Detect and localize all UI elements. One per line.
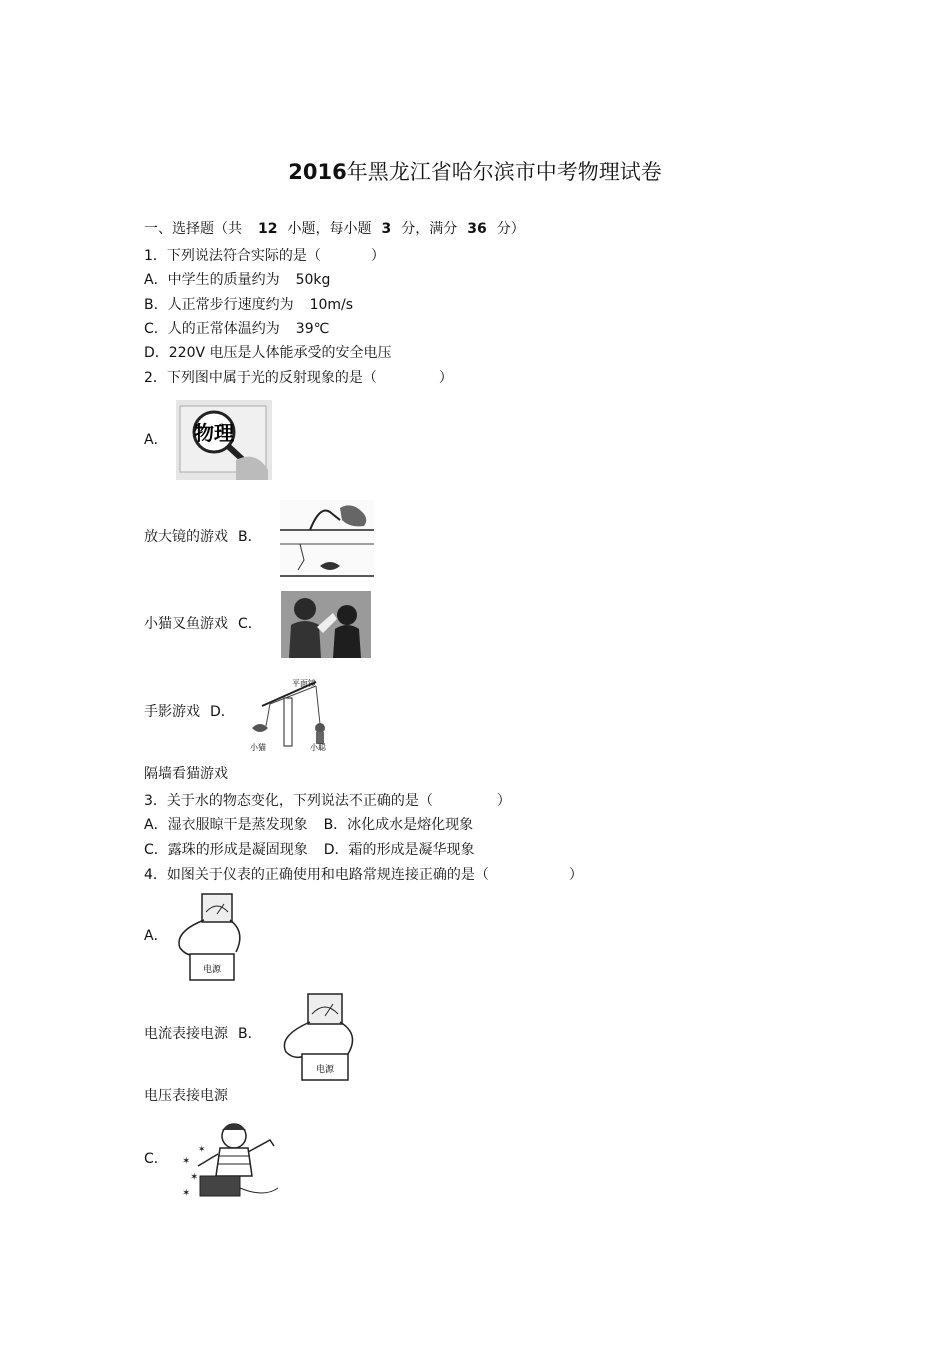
- q1-c-value: 39℃: [295, 321, 330, 337]
- title-year: 2016: [288, 160, 347, 184]
- q1-close: ）: [370, 248, 385, 264]
- magnifier-text: 物理: [194, 421, 234, 445]
- q4-stem: [144, 866, 583, 884]
- q3-stem-text: 3．关于水的物态变化，下列说法不正确的是（: [144, 793, 433, 809]
- q3-option-b: B．冰化成水是熔化现象: [323, 817, 474, 833]
- q4-a-label: A．: [144, 928, 168, 944]
- mirror-label: 平面镜: [292, 679, 316, 688]
- q2-a-caption-row: [144, 528, 262, 546]
- q2-b-caption: 小猫叉鱼游戏: [144, 616, 228, 632]
- q3-option-d: D．霜的形成是凝华现象: [323, 842, 475, 858]
- q2-c-caption-row: [144, 703, 235, 721]
- cat-fishing-image: [280, 500, 374, 578]
- q2-b-caption-row: [144, 615, 262, 633]
- q2-close: ）: [438, 370, 453, 386]
- q1-option-b: [144, 296, 353, 314]
- q2-stem: [144, 369, 453, 387]
- q1-stem-text: 1．下列说法符合实际的是（: [144, 248, 321, 264]
- svg-text:✶: ✶: [182, 1188, 191, 1199]
- q3-option-a: A．湿衣服晾干是蒸发现象: [144, 817, 308, 833]
- q4-a-caption-row: [144, 1025, 262, 1043]
- q1-option-c: [144, 320, 329, 338]
- q2-c-label: C．: [238, 616, 262, 632]
- q4-stem-text: 4．如图关于仪表的正确使用和电路常规连接正确的是（: [144, 867, 489, 883]
- section-header: [144, 220, 525, 238]
- q4-c-label: C．: [144, 1151, 168, 1167]
- magnifier-image: [176, 400, 272, 480]
- q1-b-value: 10m/s: [309, 297, 354, 313]
- title-text: 年黑龙江省哈尔滨市中考物理试卷: [346, 160, 662, 184]
- q3-options-cd: [144, 841, 475, 859]
- hand-shadow-image: [281, 591, 371, 658]
- svg-text:✶: ✶: [190, 1172, 199, 1183]
- section-mid2: 分，满分: [401, 221, 458, 237]
- svg-text:✶: ✶: [198, 1145, 206, 1155]
- q2-a-label: A．: [144, 432, 168, 448]
- q1-option-a: [144, 271, 330, 289]
- cat-label: 小猫: [250, 743, 266, 752]
- q1-option-d: D．220V 电压是人体能承受的安全电压: [144, 345, 392, 361]
- q3-close: ）: [496, 793, 511, 809]
- q1-c-label: C．人的正常体温约为: [144, 321, 280, 337]
- q1-a-label: A．中学生的质量约为: [144, 272, 280, 288]
- q2-c-caption: 手影游戏: [144, 704, 200, 720]
- q2-a-caption: 放大镜的游戏: [144, 529, 228, 545]
- page-title: [0, 156, 950, 186]
- q3-options-ab: [144, 816, 473, 834]
- q2-d-caption: 隔墙看猫游戏: [144, 766, 228, 782]
- battery-label-b: 电源: [315, 1065, 335, 1075]
- ammeter-circuit-image: [174, 892, 246, 984]
- section-suffix: 分）: [496, 221, 525, 237]
- q2-b-label: B．: [238, 529, 262, 545]
- q1-b-label: B．人正常步行速度约为: [144, 297, 294, 313]
- section-count: 12: [258, 221, 278, 237]
- q1-stem: [144, 247, 385, 265]
- periscope-image: [246, 676, 334, 752]
- q4-b-caption: 电压表接电源: [144, 1088, 228, 1104]
- q4-b-label: B．: [238, 1026, 262, 1042]
- q4-a-caption: 电流表接电源: [144, 1026, 228, 1042]
- section-prefix: 一、选择题（共: [144, 221, 242, 237]
- q1-a-value: 50kg: [295, 272, 331, 288]
- q2-stem-text: 2．下列图中属于光的反射现象的是（: [144, 370, 377, 386]
- shock-cartoon-image: [178, 1118, 282, 1204]
- battery-label-a: 电源: [202, 965, 222, 975]
- q2-d-label: D．: [210, 704, 235, 720]
- section-mid1: 小题，每小题: [287, 221, 372, 237]
- boy-label: 小聪: [310, 743, 326, 752]
- section-total: 36: [467, 221, 487, 237]
- voltmeter-circuit-image: [278, 990, 360, 1084]
- section-each: 3: [381, 221, 392, 237]
- svg-text:✶: ✶: [182, 1156, 191, 1167]
- q3-option-c: C．露珠的形成是凝固现象: [144, 842, 308, 858]
- q3-stem: [144, 792, 511, 810]
- q4-close: ）: [568, 867, 583, 883]
